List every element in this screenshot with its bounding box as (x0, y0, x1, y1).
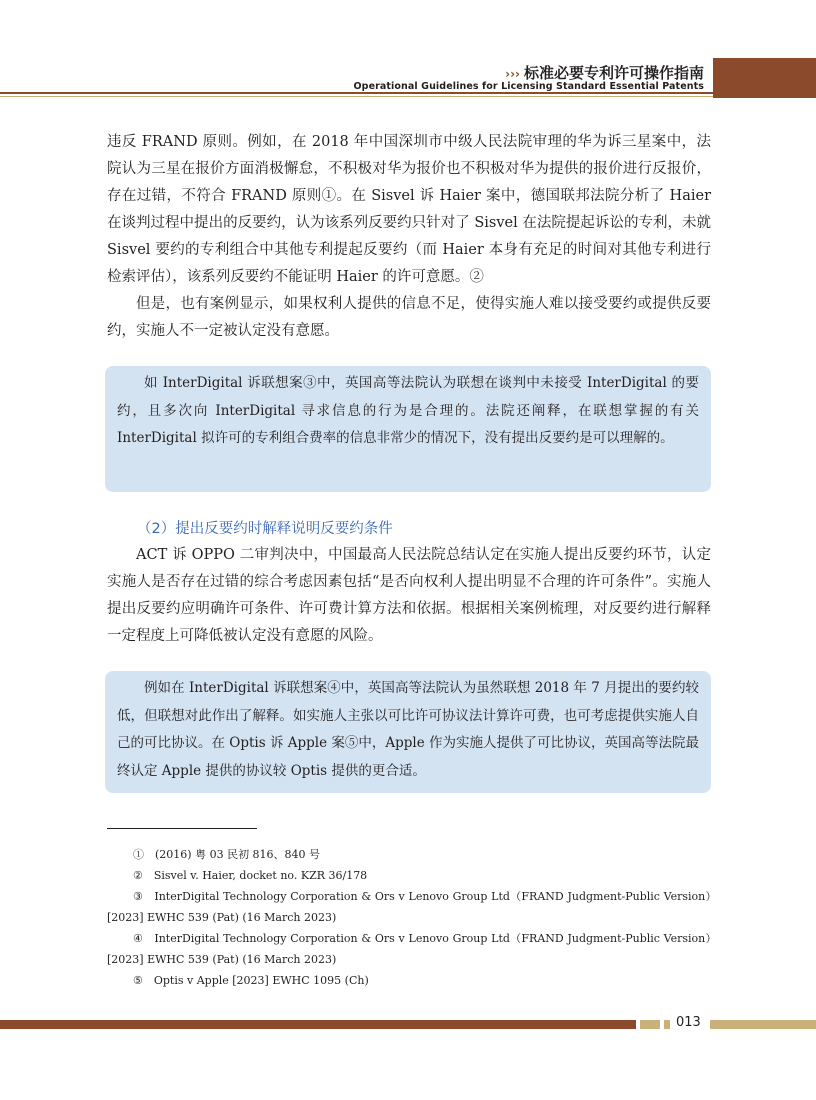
running-title (505, 62, 704, 83)
footer-bar-accent-2 (664, 1020, 670, 1029)
case-box-2 (105, 671, 711, 793)
paragraph-1: 违反 FRAND 原则。例如，在 2018 年中国深圳市中级人民法院审理的华为诉三星案中，法院认为三星在报价方面消极懈怠，不积极对华为报价也不积极对华为提供的报价进行反报价，存在过错，不符合 FRAND 原则①。在 Sisvel 诉 Haier 案中，德国联邦法院分析了 Haier 在谈判过程中提出的反要约，认为该系列反要约只针对了 Sisvel 在法院提起诉讼的专利，未就 Sisvel 要约的专利组合中其他专利提起反要约（而 Haier 本身有充足的时间对其他专利进行检索评估），该系列反要约不能证明 Haier 的许可意愿。② (107, 134, 711, 285)
footnote-4: ④ InterDigital Technology Corporation & Ors v Lenovo Group Ltd（FRAND Judgment-Public Version）[2023] EWHC 539 (Pat) (16 March 2023) (107, 932, 711, 966)
header-color-block (713, 58, 816, 98)
body-section-2 (107, 542, 711, 650)
body-section-1 (107, 129, 711, 345)
case-box-1-text: 如 InterDigital 诉联想案③中，英国高等法院认为联想在谈判中未接受 InterDigital 的要约，且多次向 InterDigital 寻求信息的行为是合理的。法院还阐释，在联想掌握的有关 InterDigital 拟许可的专利组合费率的信息非常少的情况下，没有提出反要约是可以理解的。 (117, 375, 699, 446)
case-box-1 (105, 366, 711, 492)
footer-bar-accent-1 (640, 1020, 660, 1029)
footer-bar-dark (0, 1020, 636, 1029)
footnote-rule (107, 828, 257, 829)
section-subheading: （2）提出反要约时解释说明反要约条件 (137, 521, 393, 537)
running-title-en: Operational Guidelines for Licensing Standard Essential Patents (353, 81, 704, 92)
footnotes (107, 844, 711, 991)
chevron-icon: ››› (505, 67, 520, 81)
footnote-5: ⑤ Optis v Apple [2023] EWHC 1095 (Ch) (133, 974, 369, 987)
footnote-2: ② Sisvel v. Haier, docket no. KZR 36/178 (133, 869, 368, 882)
paragraph-3: ACT 诉 OPPO 二审判决中，中国最高人民法院总结认定在实施人提出反要约环节，认定实施人是否存在过错的综合考虑因素包括“是否向权利人提出明显不合理的许可条件”。实施人提出反要约应明确许可条件、许可费计算方法和依据。根据相关案例梳理，对反要约进行解释一定程度上可降低被认定没有意愿的风险。 (107, 547, 711, 644)
paragraph-2: 但是，也有案例显示，如果权利人提供的信息不足，使得实施人难以接受要约或提供反要约，实施人不一定被认定没有意愿。 (107, 296, 711, 339)
footnote-3: ③ InterDigital Technology Corporation & Ors v Lenovo Group Ltd（FRAND Judgment-Public Version）[2023] EWHC 539 (Pat) (16 March 2023) (107, 890, 711, 924)
header-rule-gold (0, 96, 713, 97)
footer-bar-gold (710, 1020, 816, 1029)
footnote-1: ① (2016) 粤 03 民初 816、840 号 (133, 848, 321, 861)
page-number: 013 (676, 1015, 701, 1030)
running-title-cn: 标准必要专利许可操作指南 (523, 64, 704, 82)
case-box-2-text: 例如在 InterDigital 诉联想案④中，英国高等法院认为虽然联想 2018 年 7 月提出的要约较低，但联想对此作出了解释。如实施人主张以可比许可协议法计算许可费，也可考虑提供实施人自己的可比协议。在 Optis 诉 Apple 案⑤中，Apple 作为实施人提供了可比协议，英国高等法院最终认定 Apple 提供的协议较 Optis 提供的更合适。 (117, 680, 700, 779)
header-rule-dark (0, 92, 713, 94)
